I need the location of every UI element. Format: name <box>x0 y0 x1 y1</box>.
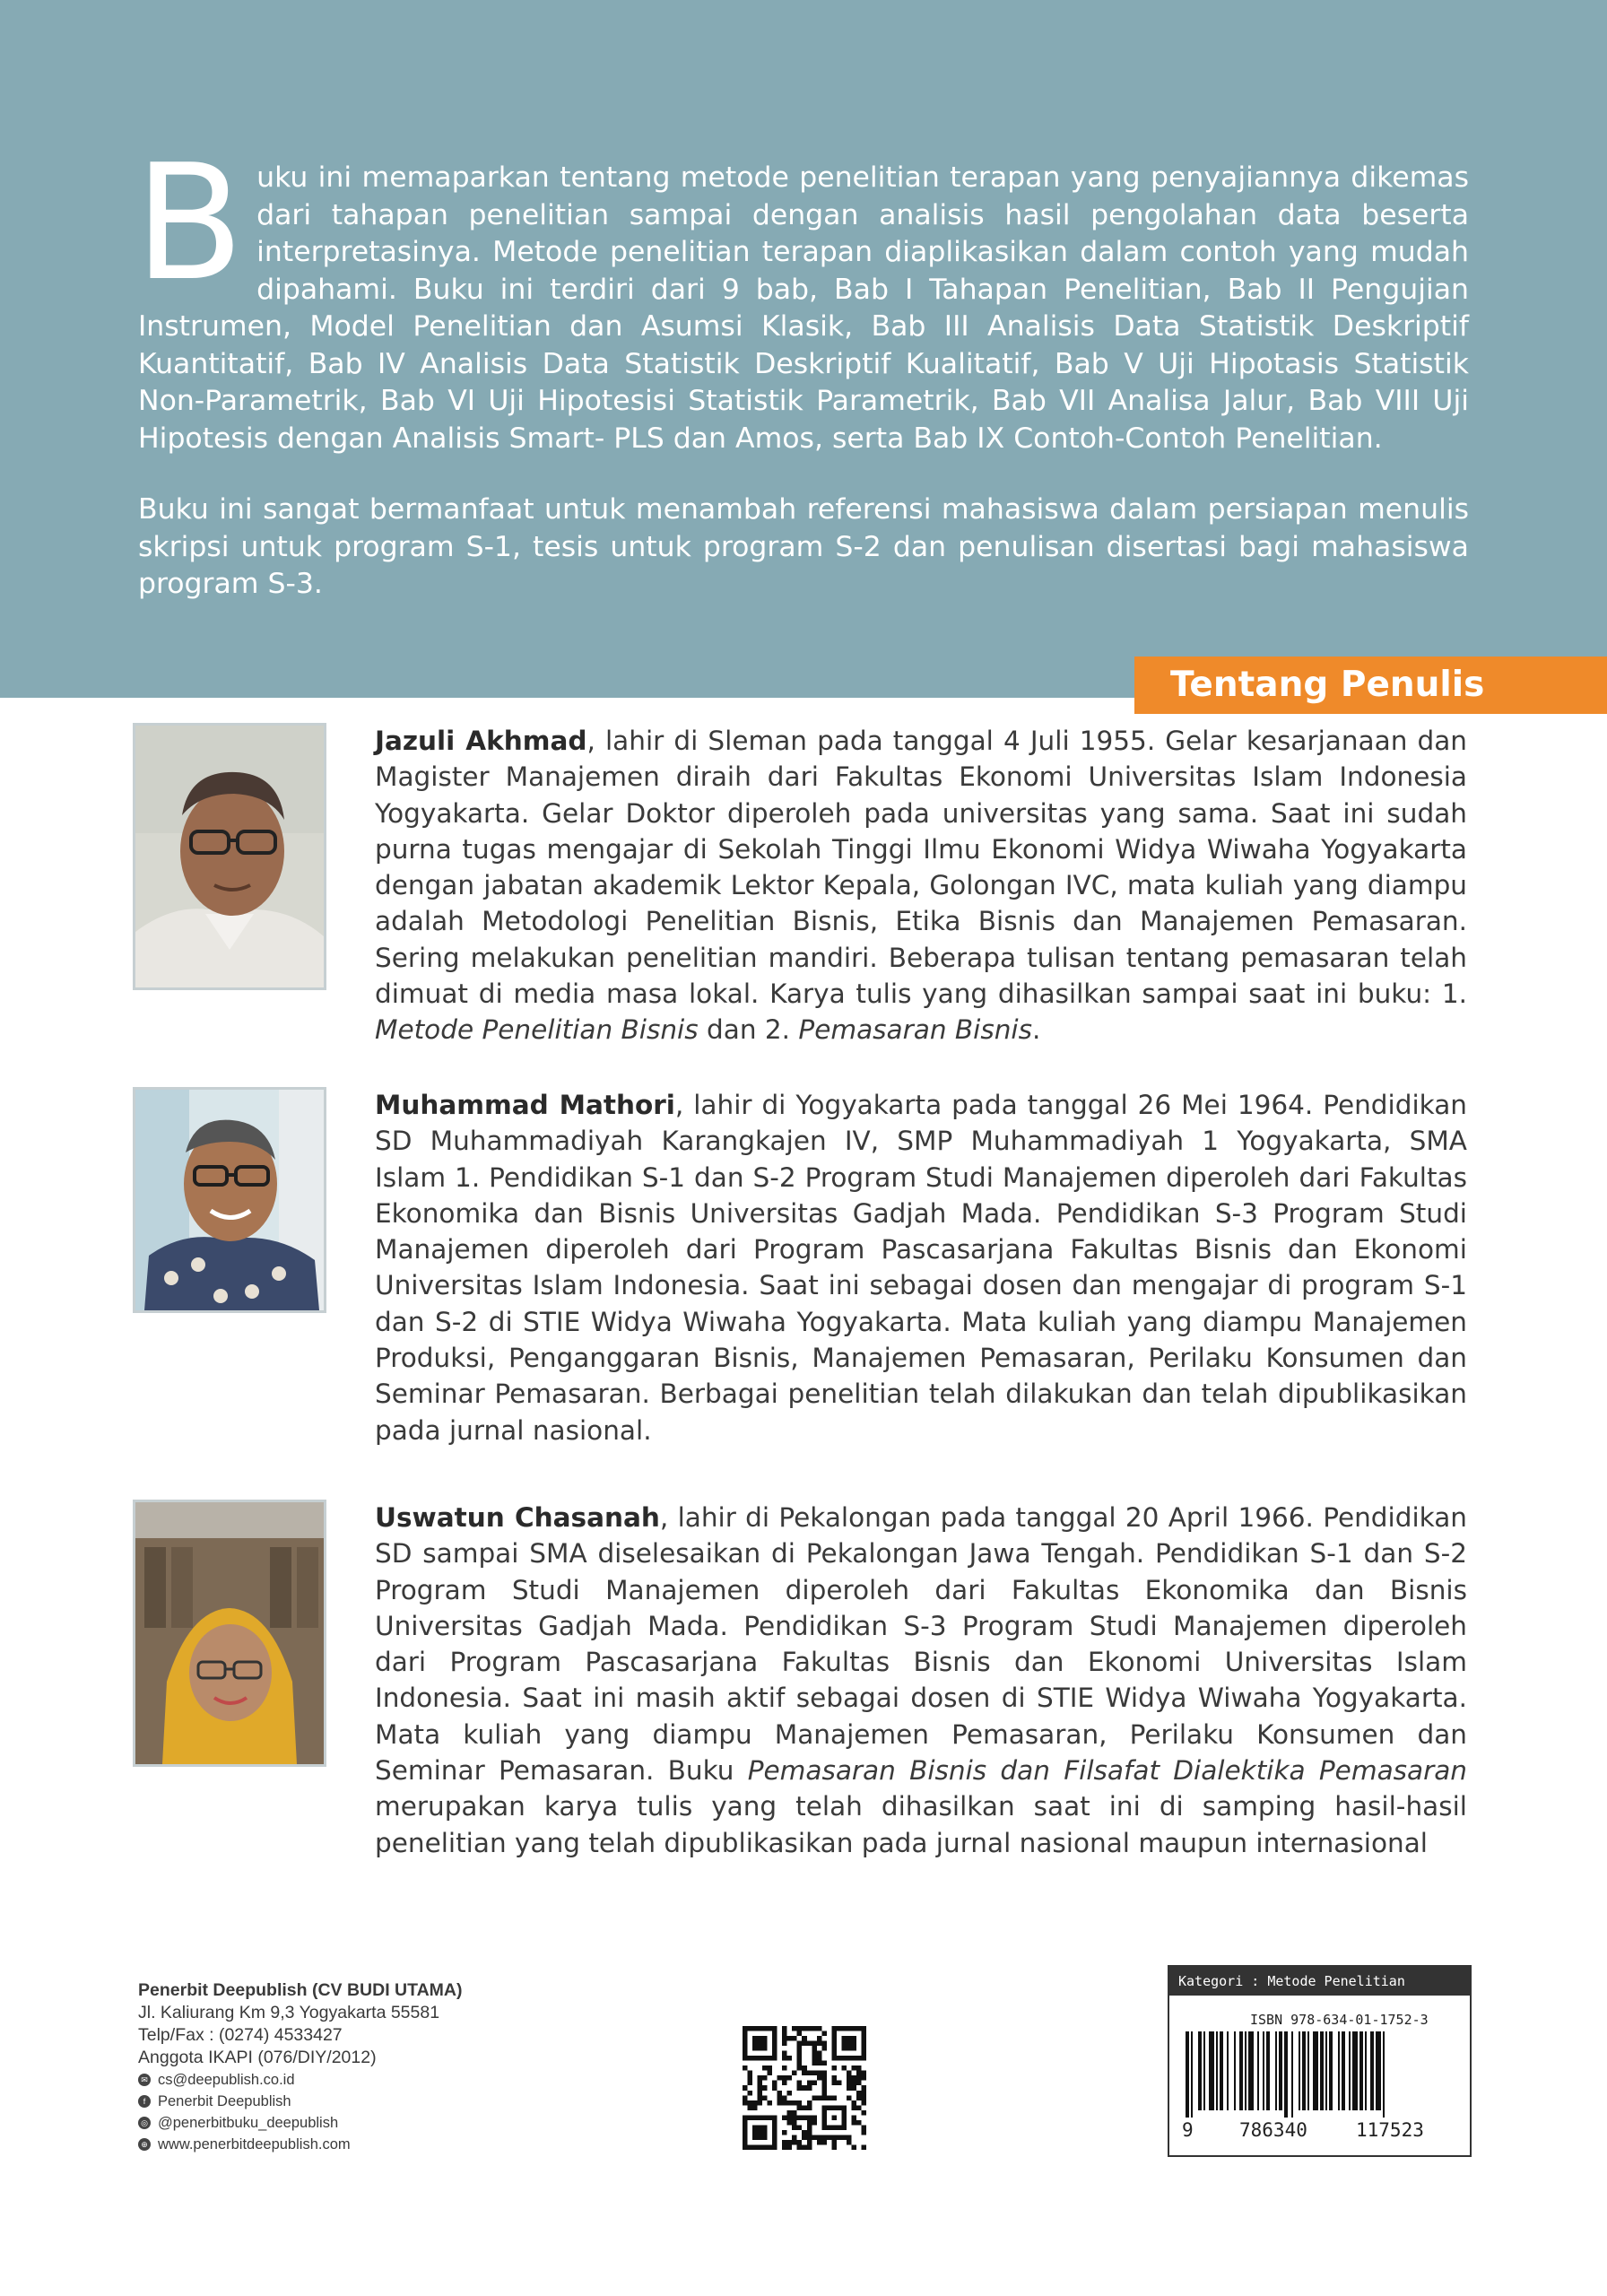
author-name: Muhammad Mathori <box>375 1090 675 1120</box>
barcode-bar <box>1209 2031 1214 2110</box>
qr-module <box>748 2075 753 2081</box>
barcode-digits-right: 117523 <box>1356 2119 1424 2141</box>
qr-module <box>856 2095 862 2100</box>
qr-module <box>792 2115 797 2120</box>
qr-module <box>827 2095 832 2100</box>
qr-module <box>817 2056 822 2061</box>
qr-module <box>787 2120 793 2126</box>
qr-module <box>817 2041 822 2047</box>
qr-module <box>847 2140 852 2145</box>
barcode-bar <box>1329 2031 1333 2110</box>
qr-module <box>847 2095 852 2100</box>
barcode-bar <box>1338 2031 1340 2110</box>
barcode-bar <box>1239 2031 1243 2110</box>
qr-module <box>782 2031 787 2037</box>
qr-module <box>758 2081 763 2086</box>
barcode-bar <box>1376 2031 1381 2110</box>
qr-module <box>812 2135 817 2140</box>
qr-module <box>758 2085 763 2091</box>
qr-module <box>807 2100 812 2106</box>
qr-module <box>807 2130 812 2135</box>
qr-module <box>856 2105 862 2110</box>
contact-website: ⊕ www.penerbitdeepublish.com <box>138 2134 462 2155</box>
qr-module <box>797 2081 803 2086</box>
barcode-bar <box>1365 2031 1367 2110</box>
qr-module <box>851 2100 856 2106</box>
category-label: Kategori : Metode Penelitian <box>1169 1967 1470 1996</box>
qr-module <box>787 2091 793 2096</box>
qr-module <box>841 2066 847 2071</box>
qr-module <box>847 2135 852 2140</box>
description-paragraph-1: Buku ini memaparkan tentang metode penelitian terapan yang penyajiannya dikemas dari tahapan penelitian sampai dengan analisis hasil pengolahan data beserta interpretasinya. Metode penelitian terapan diaplikasikan dalam contoh yang mudah dipahami. Buku ini terdiri dari 9 bab, Bab I Tahapan Penelitian, Bab II Pengujian Instrumen, Model Penelitian dan Asumsi Klasik, Bab III Analisis Data Statistik Deskriptif Kuantitatif, Bab IV Analisis Data Statistik Deskriptif Kualitatif, Bab V Uji Hipotasis Statistik Non-Parametrik, Bab VI Uji Hipotesisi Statistik Parametrik, Bab VII Analisa Jalur, Bab VIII Uji Hipotesis dengan Analisis Smart- PLS dan Amos, serta Bab IX Contoh-Contoh Penelitian. <box>135 130 1469 455</box>
qr-module <box>851 2066 856 2071</box>
qr-module <box>841 2135 847 2140</box>
qr-module <box>831 2081 837 2086</box>
qr-module <box>797 2100 803 2106</box>
qr-module <box>856 2075 862 2081</box>
barcode-digit-lead: 9 <box>1182 2119 1194 2141</box>
qr-module <box>861 2110 866 2116</box>
qr-module <box>821 2085 827 2091</box>
qr-module <box>821 2140 827 2145</box>
qr-module <box>821 2046 827 2051</box>
barcode-bar <box>1275 2031 1277 2110</box>
qr-module <box>792 2140 797 2145</box>
qr-module <box>812 2046 817 2051</box>
instagram-icon: ◎ <box>138 2117 151 2129</box>
qr-module <box>817 2061 822 2066</box>
qr-module <box>861 2071 866 2076</box>
barcode-image <box>1180 2031 1460 2118</box>
barcode-bar <box>1352 2031 1358 2110</box>
qr-module <box>792 2071 797 2076</box>
qr-module <box>782 2051 787 2057</box>
qr-module <box>802 2036 807 2041</box>
qr-module <box>787 2110 793 2116</box>
qr-module <box>807 2026 812 2031</box>
qr-module <box>782 2056 787 2061</box>
qr-module <box>851 2085 856 2091</box>
isbn-number: ISBN 978-634-01-1752-3 <box>1250 2012 1429 2028</box>
author-name: Jazuli Akhmad <box>375 726 587 756</box>
author-photo <box>133 1087 326 1313</box>
qr-module <box>861 2085 866 2091</box>
qr-module <box>851 2081 856 2086</box>
qr-module <box>782 2115 787 2120</box>
qr-module <box>802 2071 807 2076</box>
qr-module <box>802 2130 807 2135</box>
qr-module <box>807 2120 812 2126</box>
qr-module <box>792 2026 797 2031</box>
qr-module <box>821 2091 827 2096</box>
barcode-bar <box>1198 2031 1202 2110</box>
publisher-membership: Anggota IKAPI (076/DIY/2012) <box>138 2048 377 2067</box>
qr-module <box>807 2140 812 2145</box>
qr-module <box>817 2095 822 2100</box>
qr-module <box>802 2026 807 2031</box>
barcode-bar <box>1370 2031 1374 2110</box>
qr-module <box>782 2144 787 2150</box>
qr-module <box>807 2115 812 2120</box>
qr-module <box>768 2066 773 2071</box>
qr-module <box>821 2061 827 2066</box>
qr-module <box>792 2100 797 2106</box>
barcode-bar <box>1248 2031 1254 2110</box>
barcode-bar <box>1220 2031 1223 2110</box>
barcode-bar <box>1299 2031 1300 2110</box>
qr-module <box>851 2105 856 2110</box>
qr-module <box>821 2135 827 2140</box>
qr-module <box>861 2075 866 2081</box>
author-entry <box>133 1087 1469 1446</box>
qr-module <box>782 2140 787 2145</box>
qr-module <box>797 2125 803 2130</box>
qr-module <box>861 2144 866 2150</box>
barcode-bar <box>1186 2031 1189 2118</box>
qr-module <box>792 2135 797 2140</box>
qr-module <box>782 2095 787 2100</box>
qr-module <box>831 2144 837 2150</box>
qr-module <box>821 2075 827 2081</box>
qr-module <box>847 2085 852 2091</box>
barcode-bar <box>1227 2031 1229 2110</box>
qr-module <box>817 2071 822 2076</box>
qr-module <box>807 2041 812 2047</box>
facebook-icon: f <box>138 2095 151 2108</box>
qr-module <box>802 2041 807 2047</box>
portrait-image <box>135 726 324 987</box>
qr-module <box>856 2066 862 2071</box>
qr-module <box>812 2071 817 2076</box>
qr-module <box>762 2075 768 2081</box>
barcode-bar <box>1313 2031 1318 2110</box>
qr-module <box>797 2026 803 2031</box>
qr-module <box>812 2061 817 2066</box>
qr-module <box>817 2036 822 2041</box>
author-photo <box>133 723 326 990</box>
qr-module <box>787 2036 793 2041</box>
description-paragraph-2: Buku ini sangat bermanfaat untuk menambah referensi mahasiswa dalam persiapan menulis skripsi untuk program S-1, tesis untuk program S-2 dan penulisan disertasi bagi mahasiswa program S-3. <box>138 493 1469 600</box>
qr-module <box>762 2066 768 2071</box>
qr-module <box>821 2031 827 2037</box>
qr-module <box>797 2105 803 2110</box>
qr-module <box>847 2081 852 2086</box>
barcode-bar <box>1245 2031 1247 2110</box>
qr-module <box>792 2120 797 2126</box>
qr-module <box>772 2081 777 2086</box>
author-bio: Jazuli Akhmad, lahir di Sleman pada tanggal 4 Juli 1955. Gelar kesarjanaan dan Magister Manajemen diraih dari Fakultas Ekonomi Universitas Islam Indonesia Yogyakarta. Gelar Doktor diperoleh pada universitas yang sama. Saat ini sudah purna tugas mengajar di Sekolah Tinggi Ilmu Ekonomi Widya Wiwaha Yogyakarta dengan jabatan akademik Lektor Kepala, Golongan IVC, mata kuliah yang diampu adalah Metodologi Penelitian Bisnis, Etika Bisnis dan Manajemen Pemasaran. Sering melakukan penelitian mandiri. Beberapa tulisan tentang pemasaran telah dimuat di media masa lokal. Karya tulis yang dihasilkan sampai saat ini buku: 1. Metode Penelitian Bisnis dan 2. Pemasaran Bisnis. <box>375 726 1468 1046</box>
qr-module <box>777 2100 783 2106</box>
book-title: Pemasaran Bisnis <box>798 1014 1032 1046</box>
qr-module <box>787 2140 793 2145</box>
barcode-bar <box>1279 2031 1282 2110</box>
qr-module <box>797 2115 803 2120</box>
qr-module <box>856 2120 862 2126</box>
qr-module <box>851 2115 856 2120</box>
qr-module <box>758 2100 763 2106</box>
email-icon: ✉ <box>138 2074 151 2086</box>
qr-module <box>802 2135 807 2140</box>
qr-module <box>782 2066 787 2071</box>
barcode-bar <box>1302 2031 1306 2110</box>
qr-module <box>782 2081 787 2086</box>
qr-module <box>831 2066 837 2071</box>
qr-module <box>802 2144 807 2150</box>
qr-module <box>787 2075 793 2081</box>
qr-module <box>748 2081 753 2086</box>
author-photo <box>133 1500 326 1767</box>
barcode-bar <box>1263 2031 1264 2110</box>
qr-module <box>861 2095 866 2100</box>
qr-module <box>758 2095 763 2100</box>
barcode-bar <box>1284 2031 1288 2118</box>
qr-module <box>812 2056 817 2061</box>
qr-module <box>787 2100 793 2106</box>
barcode-bar <box>1383 2031 1385 2118</box>
qr-module <box>802 2085 807 2091</box>
qr-module <box>817 2140 822 2145</box>
qr-module <box>851 2144 856 2150</box>
portrait-image <box>135 1502 324 1764</box>
barcode-digits-left: 786340 <box>1239 2119 1307 2141</box>
qr-module <box>782 2130 787 2135</box>
qr-module <box>821 2095 827 2100</box>
qr-module <box>782 2036 787 2041</box>
author-bio: Uswatun Chasanah, lahir di Pekalongan pada tanggal 20 April 1966. Pendidikan SD sampai SMA diselesaikan di Pekalongan Jawa Tengah. Pendidikan S-1 dan S-2 Program Studi Manajemen diperoleh dari Fakultas Ekonomika dan Bisnis Universitas Gadjah Mada. Pendidikan S-3 Program Studi Manajemen diperoleh dari Program Pascasarjana Fakultas Bisnis dan Ekonomi Universitas Islam Indonesia. Saat ini masih aktif sebagai dosen di STIE Widya Wiwaha Yogyakarta. Mata kuliah yang diampu Manajemen Pemasaran, Perilaku Konsumen dan Seminar Pemasaran. Buku Pemasaran Bisnis dan Filsafat Dialektika Pemasaran merupakan karya tulis yang telah dihasilkan saat ini di samping hasil-hasil penelitian yang telah dipublikasikan pada jurnal nasional maupun internasional <box>375 1502 1467 1858</box>
qr-module <box>831 2075 837 2081</box>
qr-module <box>861 2091 866 2096</box>
qr-module <box>743 2085 748 2091</box>
portrait-image <box>135 1090 324 1310</box>
publisher-info <box>138 1979 462 2155</box>
publisher-phone: Telp/Fax : (0274) 4533427 <box>138 2025 343 2045</box>
qr-module <box>847 2075 852 2081</box>
barcode-bar <box>1203 2031 1205 2110</box>
qr-module <box>807 2135 812 2140</box>
qr-module <box>787 2056 793 2061</box>
qr-module <box>797 2085 803 2091</box>
qr-module <box>812 2115 817 2120</box>
qr-module <box>812 2041 817 2047</box>
qr-module <box>861 2100 866 2106</box>
qr-module <box>768 2071 773 2076</box>
qr-module <box>817 2051 822 2057</box>
qr-module <box>797 2051 803 2057</box>
barcode-bar <box>1257 2031 1259 2110</box>
qr-module <box>782 2041 787 2047</box>
contact-email: ✉ cs@deepublish.co.id <box>138 2069 462 2091</box>
qr-module <box>807 2105 812 2110</box>
barcode-bar <box>1291 2031 1293 2118</box>
qr-module <box>851 2120 856 2126</box>
qr-module <box>802 2105 807 2110</box>
contact-facebook: f Penerbit Deepublish <box>138 2091 462 2112</box>
qr-module <box>748 2091 753 2096</box>
qr-module <box>837 2135 842 2140</box>
author-bio: Muhammad Mathori, lahir di Yogyakarta pada tanggal 26 Mei 1964. Pendidikan SD Muhammadiyah Karangkajen IV, SMP Muhammadiyah 1 Yogyakarta, SMA Islam 1. Pendidikan S-1 dan S-2 Program Studi Manajemen diperoleh dari Fakultas Ekonomika dan Bisnis Universitas Gadjah Mada. Pendidikan S-3 Program Studi Manajemen diperoleh dari Program Pascasarjana Fakultas Bisnis dan Ekonomi Universitas Islam Indonesia. Saat ini sebagai dosen dan mengajar di program S-1 dan S-2 di STIE Widya Wiwaha Yogyakarta. Mata kuliah yang diampu Manajemen Produksi, Penganggaran Bisnis, Manajemen Pemasaran, Perilaku Konsumen dan Seminar Pemasaran. Berbagai penelitian telah dilakukan dan telah dipublikasikan pada jurnal nasional. <box>375 1090 1467 1446</box>
book-title: Pemasaran Bisnis dan Filsafat Dialektika Pemasaran <box>747 1755 1467 1787</box>
qr-module <box>743 2066 748 2071</box>
book-title: Metode Penelitian Bisnis <box>375 1014 699 1046</box>
qr-code <box>743 2026 866 2150</box>
barcode-bar <box>1342 2031 1345 2110</box>
qr-module <box>802 2066 807 2071</box>
qr-module <box>797 2066 803 2071</box>
qr-module <box>807 2085 812 2091</box>
qr-module <box>861 2125 866 2130</box>
barcode-bar <box>1325 2031 1327 2110</box>
qr-module <box>807 2125 812 2130</box>
qr-module <box>748 2071 753 2076</box>
qr-module <box>792 2110 797 2116</box>
qr-module <box>777 2095 783 2100</box>
qr-module <box>797 2031 803 2037</box>
qr-module <box>851 2075 856 2081</box>
qr-module <box>856 2091 862 2096</box>
barcode-bar <box>1349 2031 1351 2110</box>
qr-module <box>807 2081 812 2086</box>
qr-module <box>807 2144 812 2150</box>
qr-module <box>812 2051 817 2057</box>
publisher-name: Penerbit Deepublish (CV BUDI UTAMA) <box>138 1980 463 2000</box>
qr-module <box>787 2115 793 2120</box>
qr-module <box>758 2091 763 2096</box>
qr-module <box>812 2081 817 2086</box>
qr-module <box>758 2075 763 2081</box>
barcode-bar <box>1191 2031 1193 2118</box>
barcode-bar <box>1359 2031 1363 2110</box>
qr-module <box>807 2071 812 2076</box>
isbn-barcode-box <box>1168 1965 1472 2157</box>
qr-module <box>768 2100 773 2106</box>
qr-module <box>831 2095 837 2100</box>
publisher-address: Jl. Kaliurang Km 9,3 Yogyakarta 55581 <box>138 2003 440 2022</box>
qr-module <box>821 2081 827 2086</box>
qr-module <box>777 2075 783 2081</box>
qr-module <box>792 2036 797 2041</box>
qr-module <box>762 2085 768 2091</box>
qr-module <box>772 2085 777 2091</box>
contact-instagram: ◎ @penerbitbuku_deepublish <box>138 2112 462 2134</box>
section-title-tentang-penulis: Tentang Penulis <box>1134 657 1607 714</box>
qr-module <box>792 2125 797 2130</box>
qr-module <box>797 2144 803 2150</box>
author-name: Uswatun Chasanah <box>375 1502 660 1533</box>
barcode-bar <box>1320 2031 1324 2110</box>
qr-module <box>861 2130 866 2135</box>
qr-module <box>817 2075 822 2081</box>
author-entry <box>133 723 1469 1046</box>
qr-module <box>777 2091 783 2096</box>
qr-module <box>821 2041 827 2047</box>
author-entry <box>133 1500 1469 1858</box>
qr-module <box>782 2026 787 2031</box>
book-description <box>135 130 1469 604</box>
qr-module <box>812 2095 817 2100</box>
qr-module <box>831 2140 837 2145</box>
qr-module <box>837 2081 842 2086</box>
qr-module <box>817 2026 822 2031</box>
qr-module <box>748 2105 753 2110</box>
qr-module <box>827 2135 832 2140</box>
barcode-bar <box>1266 2031 1270 2110</box>
qr-module <box>797 2056 803 2061</box>
qr-module <box>797 2046 803 2051</box>
barcode-bar <box>1216 2031 1218 2110</box>
barcode-bar <box>1307 2031 1309 2110</box>
qr-module <box>752 2100 758 2106</box>
qr-module <box>847 2071 852 2076</box>
qr-module <box>743 2100 748 2106</box>
qr-module <box>856 2071 862 2076</box>
qr-module <box>748 2100 753 2106</box>
qr-module <box>743 2095 748 2100</box>
qr-module <box>821 2071 827 2076</box>
qr-module <box>782 2075 787 2081</box>
barcode-bar <box>1234 2031 1236 2110</box>
qr-module <box>797 2140 803 2145</box>
qr-code-image <box>743 2026 866 2150</box>
qr-module <box>812 2120 817 2126</box>
qr-module <box>797 2061 803 2066</box>
qr-module <box>782 2100 787 2106</box>
drop-cap: B <box>135 130 245 316</box>
globe-icon: ⊕ <box>138 2138 151 2151</box>
qr-module <box>797 2041 803 2047</box>
qr-module <box>831 2135 837 2140</box>
qr-module <box>762 2095 768 2100</box>
qr-module <box>817 2135 822 2140</box>
qr-module <box>802 2115 807 2120</box>
qr-module <box>752 2105 758 2110</box>
qr-module <box>856 2081 862 2086</box>
qr-module <box>787 2144 793 2150</box>
qr-module <box>812 2026 817 2031</box>
